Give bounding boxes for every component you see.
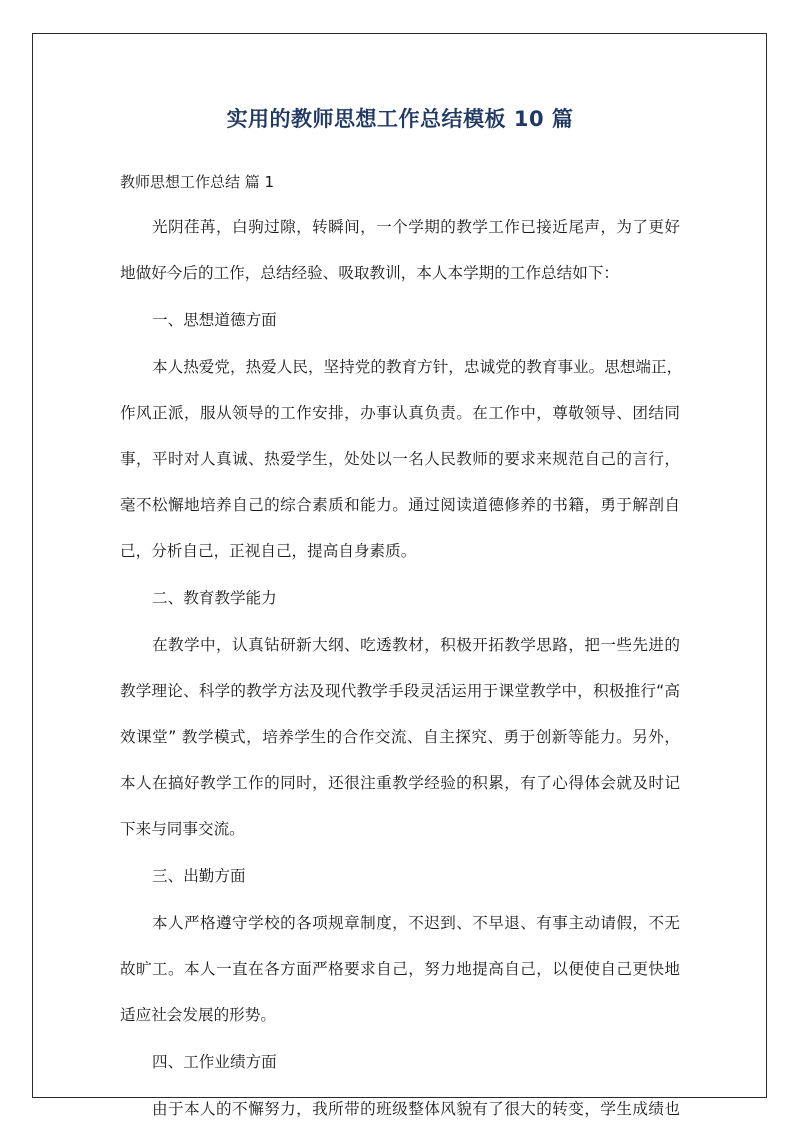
paragraph-line: 故旷工。本人一直在各方面严格要求自己，努力地提高自己，以便使自己更快地 bbox=[120, 960, 680, 978]
document-body bbox=[120, 160, 683, 1132]
section-achievement bbox=[120, 1038, 680, 1132]
paragraph-line: 本人在搞好教学工作的同时，还很注重教学经验的积累，有了心得体会就及时记 bbox=[120, 774, 680, 792]
document-title: 实用的教师思想工作总结模板 10 篇 bbox=[226, 107, 574, 131]
section-heading: 四、工作业绩方面 bbox=[152, 1053, 277, 1071]
paragraph-line: 本人热爱党，热爱人民，坚持党的教育方针，忠诚党的教育事业。思想端正， bbox=[152, 358, 683, 376]
section-teaching bbox=[120, 574, 680, 852]
paragraph-line: 本人严格遵守学校的各项规章制度，不迟到、不早退、有事主动请假，不无 bbox=[152, 914, 680, 932]
section-attendance bbox=[120, 852, 680, 1038]
intro-paragraph bbox=[120, 204, 680, 296]
paragraph-line: 事，平时对人真诚、热爱学生，处处以一名人民教师的要求来规范自己的言行， bbox=[120, 450, 680, 468]
paragraph-line: 光阴荏苒，白驹过隙，转瞬间，一个学期的教学工作已接近尾声，为了更好 bbox=[152, 218, 680, 236]
paragraph-line: 在教学中，认真钻研新大纲、吃透教材，积极开拓教学思路，把一些先进的 bbox=[152, 636, 680, 654]
paragraph-line: 下来与同事交流。 bbox=[120, 820, 245, 838]
paragraph-line: 己，分析自己，正视自己，提高自身素质。 bbox=[120, 542, 417, 560]
paragraph-line: 适应社会发展的形势。 bbox=[120, 1006, 276, 1024]
section-heading: 二、教育教学能力 bbox=[152, 589, 277, 607]
section-heading: 一、思想道德方面 bbox=[152, 311, 277, 329]
section-heading: 三、出勤方面 bbox=[152, 867, 246, 885]
section-moral bbox=[120, 296, 683, 574]
paragraph-line: 地做好今后的工作，总结经验、吸取教训，本人本学期的工作总结如下： bbox=[120, 264, 620, 282]
paragraph-line: 教学理论、科学的教学方法及现代教学手段灵活运用于课堂教学中，积极推行“高 bbox=[120, 682, 680, 700]
paragraph-line: 作风正派，服从领导的工作安排，办事认真负责。在工作中，尊敬领导、团结同 bbox=[120, 404, 680, 422]
document-subtitle: 教师思想工作总结 篇 1 bbox=[120, 173, 275, 191]
paragraph-line: 效课堂” 教学模式，培养学生的合作交流、自主探究、勇于创新等能力。另外， bbox=[120, 728, 680, 746]
paragraph-line: 由于本人的不懈努力，我所带的班级整体风貌有了很大的转变，学生成绩也 bbox=[152, 1100, 680, 1118]
paragraph-line: 毫不松懈地培养自己的综合素质和能力。通过阅读道德修养的书籍，勇于解剖自 bbox=[120, 496, 680, 514]
